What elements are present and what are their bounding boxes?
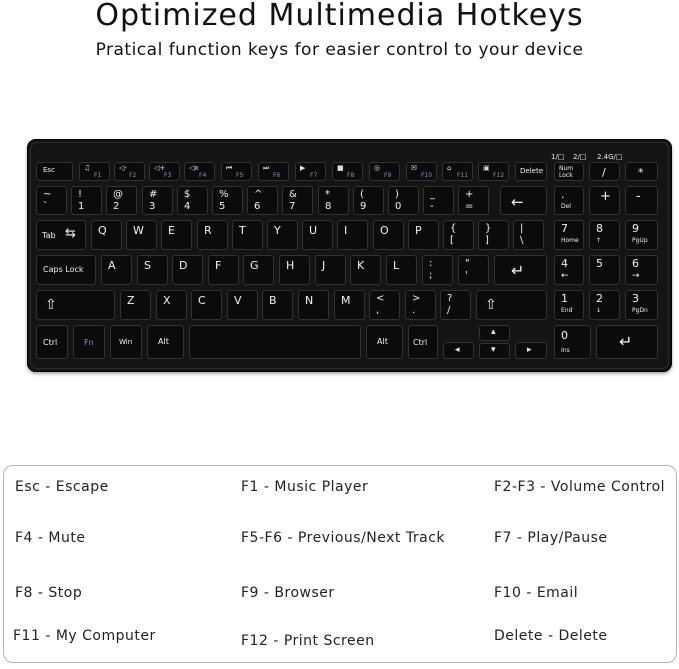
key-label: ↵ (619, 332, 633, 351)
key-label: J (322, 259, 326, 272)
key-label: ▾ (491, 345, 496, 355)
fkey-label: F6 (273, 172, 281, 179)
key-label: Ins (561, 347, 570, 354)
key-label: A (108, 259, 116, 272)
key-label: P (415, 224, 422, 237)
key-label: # (149, 189, 158, 200)
key-label: | (520, 223, 524, 234)
key-label: ← (511, 193, 524, 211)
key-label: 6 (254, 201, 261, 212)
key-label: [ (450, 235, 454, 246)
key-label: ⇧ (45, 297, 57, 313)
numpad-0-key (554, 325, 591, 359)
letter-key (298, 290, 329, 320)
key-label: L (393, 259, 400, 272)
key-label: ↵ (511, 261, 525, 280)
left-shift-key (36, 290, 115, 320)
hotkey-item: F2-F3 - Volume Control (494, 479, 666, 495)
key-label: Ctrl (413, 338, 428, 347)
numpad-star-key (625, 162, 658, 181)
numpad-key (554, 255, 584, 285)
key-label: Tab (42, 231, 56, 240)
key-label: % (219, 189, 229, 200)
key-label: . (412, 305, 416, 316)
key-label: : (429, 258, 433, 269)
hotkey-item: F9 - Browser (241, 585, 335, 601)
hotkey-item: F10 - Email (494, 585, 579, 601)
hotkey-item: F4 - Mute (15, 530, 86, 546)
key-label: 6 (632, 257, 639, 270)
fkey-icon: ◁- (119, 164, 127, 172)
page-subtitle: Pratical function keys for easier control to your device (95, 40, 584, 60)
hotkey-item: F1 - Music Player (241, 479, 369, 495)
key-label: 5 (219, 201, 226, 212)
key-label: Esc (43, 166, 55, 174)
key-label: Caps Lock (43, 265, 84, 274)
key-label: → (632, 271, 640, 281)
key-label: R (204, 224, 212, 237)
fkey-label: F1 (94, 172, 102, 179)
f-key (221, 162, 252, 181)
f-key (406, 162, 437, 181)
fkey-label: F9 (384, 172, 392, 179)
key-label: 0 (561, 329, 568, 342)
key-label: Ctrl (43, 338, 58, 347)
key-label: 5 (596, 257, 603, 270)
bracket-key (443, 220, 474, 250)
fkey-label: F11 (457, 172, 469, 179)
key-label: ⇧ (485, 297, 497, 313)
key-label: Home (561, 237, 579, 244)
key-label: W (133, 224, 144, 237)
number-key (71, 186, 102, 215)
key-label: Del (561, 203, 571, 210)
fkey-label: F8 (347, 172, 355, 179)
fkey-label: F3 (164, 172, 172, 179)
fkey-label: F10 (421, 172, 433, 179)
key-label: 9 (360, 201, 367, 212)
f-key (369, 162, 400, 181)
key-label: ? (447, 293, 453, 304)
key-label: / (602, 166, 606, 179)
key-label: 3 (632, 292, 639, 305)
delete-key (515, 162, 547, 181)
f-key (79, 162, 110, 181)
key-label: _ (430, 189, 435, 200)
key-label: 0 (395, 201, 402, 212)
fn-key (73, 325, 105, 359)
key-label: Alt (158, 337, 169, 346)
letter-key (172, 255, 203, 285)
arrow-left-key (443, 342, 474, 359)
key-label: + (465, 189, 474, 200)
hotkey-item: F8 - Stop (15, 585, 83, 601)
letter-key (208, 255, 239, 285)
key-label: I (344, 224, 348, 237)
hotkey-item: Delete - Delete (494, 628, 608, 644)
key-label: Q (98, 224, 107, 237)
hotkey-item: F12 - Print Screen (241, 633, 375, 649)
numpad-key (589, 255, 620, 285)
punct-key (440, 290, 471, 320)
letter-key (315, 255, 346, 285)
key-label: ] (485, 235, 489, 246)
key-label: ▴ (491, 327, 496, 337)
esc-key (36, 162, 73, 181)
numlock-key (554, 162, 584, 181)
f-key (258, 162, 289, 181)
key-label: 2 (113, 201, 120, 212)
key-label: ! (78, 189, 83, 200)
key-label: 1 (561, 292, 568, 305)
key-label: G (250, 259, 259, 272)
arrow-right-key (515, 342, 547, 359)
letter-key (191, 290, 222, 320)
number-key (212, 186, 243, 215)
key-label: $ (184, 189, 191, 200)
key-label: 4 (561, 257, 568, 270)
key-label: D (179, 259, 188, 272)
key-label: O (380, 224, 389, 237)
key-label: @ (113, 189, 123, 200)
numpad-key (554, 290, 584, 320)
key-label: ) (395, 189, 399, 200)
key-label: N (305, 294, 314, 307)
f-key (184, 162, 215, 181)
hotkey-item: F7 - Play/Pause (494, 530, 608, 546)
key-label: \ (520, 235, 524, 246)
f-key (149, 162, 180, 181)
punct-key (369, 290, 400, 320)
key-label: { (450, 223, 457, 234)
key-label: 9 (632, 222, 639, 235)
hotkey-item: F11 - My Computer (13, 628, 156, 644)
letter-key (156, 290, 187, 320)
key-label: ← (561, 271, 569, 281)
enter-key (494, 255, 547, 285)
letter-key (161, 220, 192, 250)
key-label: , (376, 305, 380, 316)
key-label: V (234, 294, 242, 307)
left-ctrl-key (36, 325, 68, 359)
letter-key (120, 290, 151, 320)
key-label: Alt (377, 337, 388, 346)
fkey-icon: ⏭ (263, 164, 270, 172)
letter-key (262, 290, 293, 320)
numpad-key (625, 290, 658, 320)
key-label: K (357, 259, 365, 272)
letter-key (386, 255, 417, 285)
fkey-label: F5 (236, 172, 244, 179)
number-key (247, 186, 278, 215)
numpad-key (625, 220, 658, 250)
punct-key (405, 290, 436, 320)
fkey-label: F7 (310, 172, 318, 179)
key-label: ↑ (596, 237, 602, 244)
key-label: ` (43, 201, 48, 212)
number-key (353, 186, 384, 215)
key-label: Z (127, 294, 135, 307)
key-4 (177, 186, 208, 215)
punct-key (422, 255, 453, 285)
letter-key (126, 220, 157, 250)
fkey-icon: ♫ (84, 164, 91, 172)
fkey-icon: ◁+ (154, 164, 166, 172)
letter-key (232, 220, 263, 250)
key-label: * (638, 166, 644, 179)
key-label: PgUp (632, 237, 648, 244)
key-label: ; (429, 270, 433, 281)
key-label: 2 (596, 292, 603, 305)
letter-key (279, 255, 310, 285)
fkey-icon: ◁x (189, 164, 199, 172)
key-label: B (269, 294, 277, 307)
fkey-icon: ⌂ (447, 164, 452, 172)
key-label: X (163, 294, 171, 307)
letter-key (227, 290, 258, 320)
fkey-label: F4 (199, 172, 207, 179)
key-label: * (325, 189, 330, 200)
key-label: 4 (184, 201, 191, 212)
fkey-label: F12 (493, 172, 505, 179)
numpad-key (589, 290, 620, 320)
arrow-down-key (479, 343, 510, 359)
numpad-key (589, 220, 620, 250)
hotkey-item: Esc - Escape (15, 479, 109, 495)
number-key (458, 186, 489, 215)
numpad-slash-key (589, 162, 620, 181)
f-key (478, 162, 509, 181)
key-label: ⇆ (65, 226, 76, 241)
number-key (318, 186, 349, 215)
key-label: ▸ (527, 345, 532, 355)
key-label: Delete (520, 167, 543, 175)
key-label: 7 (289, 201, 296, 212)
key-label: . (561, 188, 565, 201)
key-label: = (465, 201, 474, 212)
key-label: ' (465, 270, 468, 281)
number-key (282, 186, 313, 215)
key-label: U (309, 224, 318, 237)
capslock-key (36, 255, 96, 285)
key-label: 7 (561, 222, 568, 235)
key-label: M (341, 294, 351, 307)
numpad-key (625, 255, 658, 285)
fkey-icon: ✉ (411, 164, 417, 172)
letter-key (373, 220, 404, 250)
fkey-icon: ◎ (374, 164, 381, 172)
hotkey-item: F5-F6 - Previous/Next Track (241, 530, 446, 546)
win-key (110, 325, 142, 359)
numpad-key (554, 220, 584, 250)
f-key (295, 162, 326, 181)
fkey-label: F2 (129, 172, 137, 179)
fkey-icon: ■ (337, 164, 344, 172)
key-label: ~ (43, 189, 52, 200)
key-label: } (485, 223, 492, 234)
key-label: T (239, 224, 246, 237)
key-label: E (168, 224, 175, 237)
bracket-key (513, 220, 544, 250)
numpad-plus-key (589, 186, 620, 215)
letter-key (197, 220, 228, 250)
spacebar-key (189, 325, 361, 359)
key-label: Win (119, 338, 133, 346)
key-label: " (465, 258, 470, 269)
key-label: Y (274, 224, 281, 237)
key-label: ( (360, 189, 364, 200)
numpad-period-key (554, 186, 584, 215)
key-label: < (376, 293, 385, 304)
key-label: / (447, 305, 451, 316)
right-ctrl-key (408, 325, 438, 359)
number-key (142, 186, 173, 215)
f-key (442, 162, 473, 181)
key-label: + (600, 189, 611, 204)
letter-key (337, 220, 368, 250)
key-label: - (430, 201, 434, 212)
letter-key (267, 220, 298, 250)
letter-key (91, 220, 122, 250)
status-indicator: 1/□ (551, 153, 565, 161)
key-label: & (289, 189, 297, 200)
key-label: 3 (149, 201, 156, 212)
number-key (388, 186, 419, 215)
f-key (114, 162, 145, 181)
key-label: > (412, 293, 421, 304)
bracket-key (478, 220, 509, 250)
letter-key (101, 255, 132, 285)
key-label: Num Lock (559, 165, 574, 179)
number-key (36, 186, 67, 215)
right-alt-key (366, 325, 403, 359)
key-label: PgDn (632, 307, 648, 314)
letter-key (334, 290, 365, 320)
arrow-up-key (479, 325, 510, 341)
key-label: - (636, 189, 641, 204)
number-key (106, 186, 137, 215)
key-label: F (215, 259, 222, 272)
key-label: 8 (325, 201, 332, 212)
page-title: Optimized Multimedia Hotkeys (95, 0, 584, 33)
key-label: ↓ (596, 307, 602, 314)
tab-key (36, 220, 86, 250)
letter-key (408, 220, 439, 250)
key-label: 8 (596, 222, 603, 235)
numpad-minus-key (625, 186, 658, 215)
key-label: H (286, 259, 295, 272)
letter-key (350, 255, 381, 285)
status-indicator: 2/□ (573, 153, 587, 161)
number-key (423, 186, 454, 215)
key-label: 1 (78, 201, 85, 212)
f-key (332, 162, 363, 181)
right-shift-key (476, 290, 547, 320)
status-indicator: 2.4G/□ (597, 153, 623, 161)
key-label: ◂ (455, 345, 460, 355)
key-label: End (561, 307, 573, 314)
fkey-icon: ▣ (483, 164, 490, 172)
letter-key (243, 255, 274, 285)
backspace-key (500, 186, 547, 215)
fkey-icon: ▶ (300, 164, 306, 172)
key-label: S (144, 259, 151, 272)
fn-label: Fn (84, 338, 94, 347)
letter-key (137, 255, 168, 285)
key-label: ^ (254, 189, 263, 200)
punct-key (458, 255, 489, 285)
fkey-icon: ⏮ (226, 164, 233, 172)
left-alt-key (147, 325, 184, 359)
key-label: C (198, 294, 206, 307)
letter-key (302, 220, 333, 250)
numpad-enter-key (596, 325, 658, 359)
